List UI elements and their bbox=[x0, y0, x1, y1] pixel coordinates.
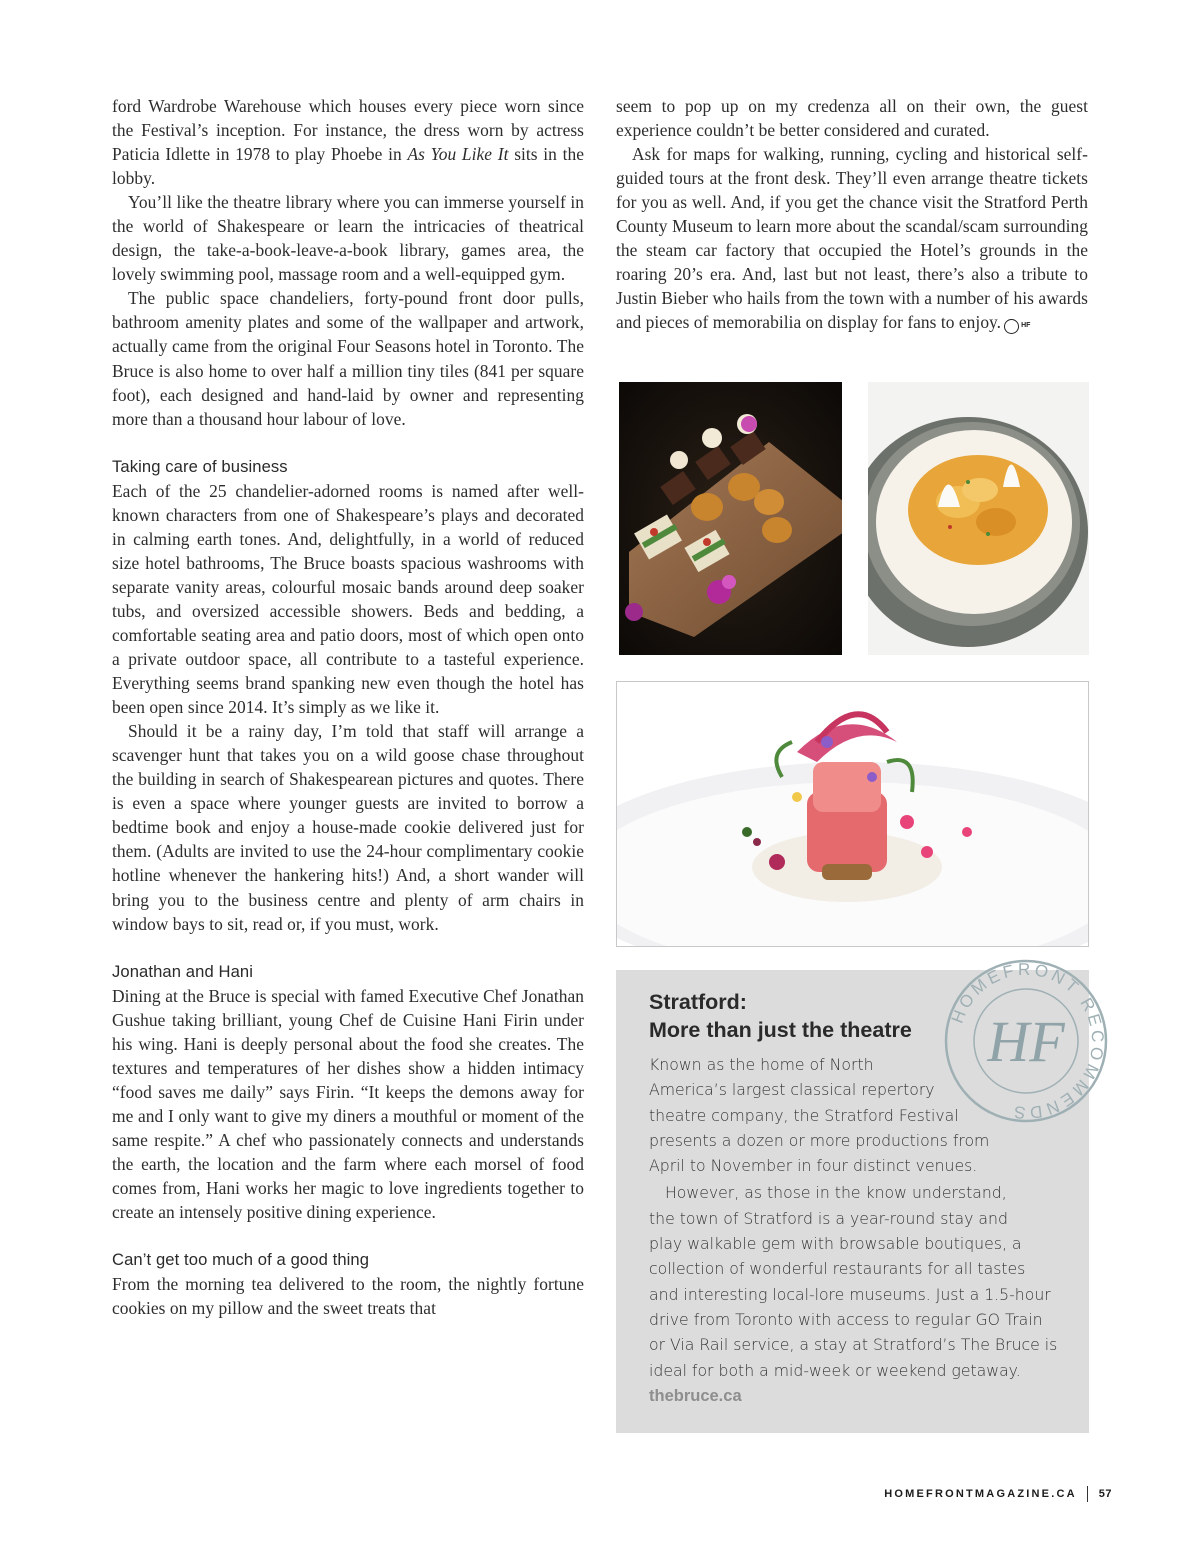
fruit-bowl-photo bbox=[868, 382, 1089, 655]
article-paragraph: From the morning tea delivered to the room, the nightly fortune cookies on my pillow and the sweet treats that bbox=[112, 1274, 584, 1319]
article-left-column bbox=[112, 94, 584, 1320]
sidebar-line: play walkable gem with browsable boutiques, a bbox=[649, 1234, 1022, 1254]
sidebar-line: America’s largest classical repertory bbox=[649, 1080, 935, 1100]
seal-ring-text: HOMEFRONT RECOMMENDS bbox=[947, 959, 1108, 1123]
sidebar-title-line: More than just the theatre bbox=[649, 1018, 912, 1042]
sidebar-line: theatre company, the Stratford Festival bbox=[649, 1105, 959, 1125]
sidebar-line: collection of wonderful restaurants for all tastes bbox=[649, 1259, 1026, 1279]
paragraph-text: Ask for maps for walking, running, cycling and historical self-guided tours at the front desk. They’ll even arrange theatre tickets for you as well. And, if you get the chance visit the Stratford Perth County Museum to learn more about the scandal/scam surrounding the steam car factory that occupied the Hotel’s grounds in the roaring 20’s era. And, last but not least, there’s also a tribute to Justin Bieber who hails from the town with a number of his awards and pieces of memorabilia on display for fans to enjoy. bbox=[616, 144, 1088, 333]
article-paragraph: seem to pop up on my credenza all on their own, the guest experience couldn’t be better considered and curated. bbox=[616, 96, 1088, 141]
footer-site[interactable]: HOMEFRONTMAGAZINE.CA bbox=[884, 1488, 1077, 1500]
footer-divider bbox=[1087, 1486, 1088, 1502]
sidebar-line: April to November in four distinct venues. bbox=[649, 1156, 978, 1176]
homefront-recommends-seal-icon bbox=[940, 955, 1112, 1127]
paragraph-text: ford Wardrobe Warehouse which houses every piece worn since the Festival’s inception. For instance, the dress worn by actress Paticia Idlette in 1978 to play Phoebe in bbox=[112, 96, 584, 165]
sidebar-title-line: Stratford: bbox=[649, 990, 747, 1014]
article-paragraph bbox=[112, 94, 584, 190]
sidebar-line: presents a dozen or more productions from bbox=[649, 1130, 990, 1150]
article-paragraph: Dining at the Bruce is special with famed Executive Chef Jonathan Gushue taking brilliant, young Chef de Cuisine Hani Firin under his wing. Hani is deeply personal about the food she creates. The textures and temperatures of her dishes show a hidden intimacy “food saves me daily” says Firin. “It keeps the demons away for me and I only want to give my diners a mouthful or moment of the same respite.” A chef who passionately connects and understands the earth, the location and the farm where each morsel of food comes from, Hani works her magic to love ingredients together to create an intensely positive dining experience. bbox=[112, 985, 584, 1223]
sidebar-paragraph bbox=[649, 1180, 1058, 1382]
plated-dish-photo bbox=[616, 681, 1089, 947]
article-paragraph: The public space chandeliers, forty-pound front door pulls, bathroom amenity plates and some of the wallpaper and artwork, actually came from the original Four Seasons hotel in Toronto. The Bruce is also home to over half a million tiny tiles (841 per square foot), each designed and hand-laid by owner and representing more than a thousand hour labour of love. bbox=[112, 288, 584, 429]
article-paragraph: Each of the 25 chandelier-adorned rooms is named after well-known characters from one of Shakespeare’s plays and decorated in calming earth tones. And, delightfully, in a world of reduced size hotel bathrooms, The Bruce boasts spacious washrooms with separate vanity areas, colourful mosaic bands around deep soaker tubs, and oversized accessible showers. Beds and bedding, a comfortable seating area and patio doors, most of which open onto a private outdoor space, all contribute to a tasteful experience. Everything seems brand spanking new even though the hotel has been open since 2014. It’s simply as we like it. bbox=[112, 480, 584, 718]
paragraph-text: sits in the lobby. bbox=[112, 144, 584, 189]
page-number: 57 bbox=[1098, 1488, 1112, 1500]
website-link[interactable]: thebruce.ca bbox=[649, 1386, 742, 1405]
section-heading: Jonathan and Hani bbox=[112, 961, 254, 981]
end-mark-icon: HF bbox=[1004, 319, 1019, 334]
play-title: As You Like It bbox=[407, 144, 509, 165]
article-paragraph: You’ll like the theatre library where you can immerse yourself in the world of Shakespeare or learn the intricacies of theatrical design, the take-a-book-leave-a-book library, games area, the lovely swimming pool, massage room and a well-equipped gym. bbox=[112, 192, 584, 285]
section-heading: Can’t get too much of a good thing bbox=[112, 1250, 370, 1270]
sidebar-line: or Via Rail service, a stay at Stratford’s The Bruce is bbox=[649, 1335, 1058, 1355]
seal-monogram: HF bbox=[987, 1009, 1065, 1074]
article-right-column bbox=[616, 94, 1088, 334]
sidebar-line: Known as the home of North bbox=[649, 1055, 874, 1074]
section-heading: Taking care of business bbox=[112, 456, 288, 476]
sidebar-line: However, as those in the know understand, bbox=[665, 1183, 1007, 1203]
sidebar-line: and interesting local-lore museums. Just a 1.5-hour bbox=[649, 1284, 1051, 1304]
page-footer bbox=[884, 1486, 1112, 1502]
sidebar-line: drive from Toronto with access to regular GO Train bbox=[649, 1309, 1043, 1329]
sidebar-title bbox=[649, 988, 969, 1044]
dessert-board-photo bbox=[619, 382, 842, 655]
article-paragraph bbox=[616, 142, 1088, 334]
sidebar-line: ideal for both a mid-week or weekend getaway. bbox=[649, 1360, 1021, 1380]
sidebar-line: the town of Stratford is a year-round stay and bbox=[649, 1208, 1008, 1228]
article-paragraph: Should it be a rainy day, I’m told that staff will arrange a scavenger hunt that takes you on a wild goose chase throughout the building in search of Shakespearean pictures and quotes. There is even a space where younger guests are invited to borrow a bedtime book and enjoy a house-made cookie delivered just for them. (Adults are invited to use the 24-hour complimentary cookie hotline whenever the hankering hits!) And, a short wander will bring you to the business centre and plenty of arm chairs in window bays to sit, read or, if you must, work. bbox=[112, 721, 584, 934]
